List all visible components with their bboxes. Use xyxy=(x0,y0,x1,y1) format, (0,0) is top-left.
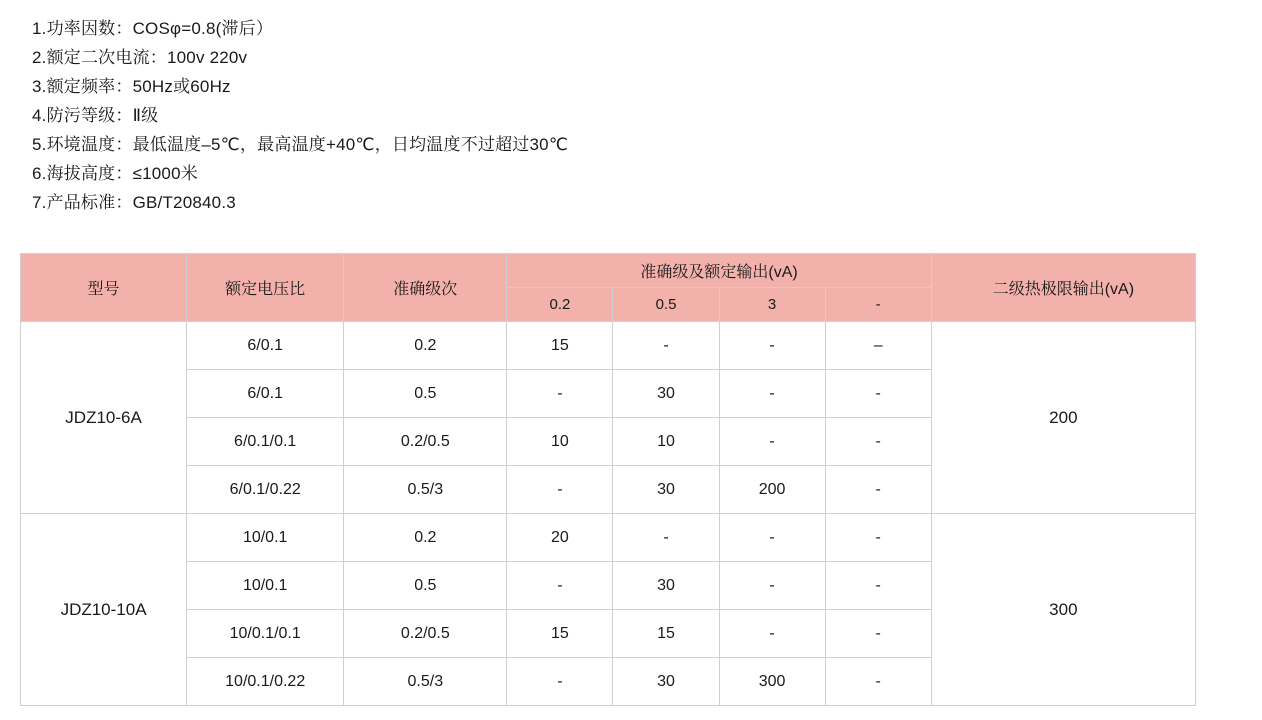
table-header-row-1 xyxy=(21,254,1196,288)
cell-model-jdz10-10a: JDZ10-10A xyxy=(21,514,187,706)
cell-output-3: - xyxy=(719,418,825,466)
cell-output-0-2: - xyxy=(507,658,613,706)
table-body xyxy=(21,322,1196,706)
cell-output-3: - xyxy=(719,322,825,370)
cell-output-0-5: - xyxy=(613,322,719,370)
cell-output-0-2: - xyxy=(507,562,613,610)
spec-item-5: 5.环境温度：最低温度–5℃，最高温度+40℃，日均温度不过超过30℃ xyxy=(32,135,569,154)
cell-ratio: 10/0.1 xyxy=(187,562,344,610)
header-accuracy-output-group: 准确级及额定输出(vA) xyxy=(507,254,931,288)
spec-item-2: 2.额定二次电流：100v 220v xyxy=(32,48,248,67)
cell-class: 0.5/3 xyxy=(344,466,507,514)
cell-class: 0.2 xyxy=(344,322,507,370)
cell-class: 0.2/0.5 xyxy=(344,418,507,466)
cell-output-0-5: - xyxy=(613,514,719,562)
cell-output-dash: - xyxy=(825,514,931,562)
header-model: 型号 xyxy=(21,254,187,322)
cell-class: 0.2 xyxy=(344,514,507,562)
cell-output-3: - xyxy=(719,610,825,658)
header-sub-3: 3 xyxy=(719,288,825,322)
cell-output-0-5: 30 xyxy=(613,466,719,514)
cell-output-3: - xyxy=(719,370,825,418)
cell-ratio: 10/0.1/0.22 xyxy=(187,658,344,706)
cell-model-jdz10-6a: JDZ10-6A xyxy=(21,322,187,514)
specification-table xyxy=(20,253,1196,706)
header-accuracy-class: 准确级次 xyxy=(344,254,507,322)
cell-thermal-limit-300: 300 xyxy=(931,514,1195,706)
cell-output-0-2: 15 xyxy=(507,322,613,370)
cell-output-0-2: - xyxy=(507,466,613,514)
cell-thermal-limit-200: 200 xyxy=(931,322,1195,514)
header-sub-0-2: 0.2 xyxy=(507,288,613,322)
cell-class: 0.5 xyxy=(344,562,507,610)
cell-ratio: 10/0.1 xyxy=(187,514,344,562)
cell-output-dash: - xyxy=(825,658,931,706)
cell-output-dash: – xyxy=(825,322,931,370)
spec-item-3: 3.额定频率：50Hz或60Hz xyxy=(32,77,231,96)
cell-output-0-2: 15 xyxy=(507,610,613,658)
header-rated-voltage-ratio: 额定电压比 xyxy=(187,254,344,322)
cell-ratio: 6/0.1 xyxy=(187,370,344,418)
spec-item-6: 6.海拔高度：≤1000米 xyxy=(32,164,198,183)
specification-list xyxy=(20,14,1242,217)
cell-ratio: 6/0.1/0.22 xyxy=(187,466,344,514)
table-row xyxy=(21,514,1196,562)
cell-class: 0.5 xyxy=(344,370,507,418)
header-secondary-thermal-limit-output: 二级热极限输出(vA) xyxy=(931,254,1195,322)
cell-output-3: 200 xyxy=(719,466,825,514)
cell-ratio: 6/0.1 xyxy=(187,322,344,370)
cell-output-dash: - xyxy=(825,418,931,466)
header-sub-dash: - xyxy=(825,288,931,322)
cell-output-3: - xyxy=(719,514,825,562)
cell-output-3: - xyxy=(719,562,825,610)
header-sub-0-5: 0.5 xyxy=(613,288,719,322)
cell-output-0-5: 30 xyxy=(613,658,719,706)
cell-output-dash: - xyxy=(825,370,931,418)
cell-output-dash: - xyxy=(825,562,931,610)
spec-item-1: 1.功率因数：COSφ=0.8(滞后） xyxy=(32,19,274,38)
cell-ratio: 6/0.1/0.1 xyxy=(187,418,344,466)
cell-output-0-5: 10 xyxy=(613,418,719,466)
cell-output-dash: - xyxy=(825,466,931,514)
cell-output-0-2: 10 xyxy=(507,418,613,466)
spec-item-7: 7.产品标准：GB/T20840.3 xyxy=(32,193,236,212)
cell-output-0-5: 30 xyxy=(613,370,719,418)
spec-table-wrapper xyxy=(20,253,1242,706)
cell-output-0-2: 20 xyxy=(507,514,613,562)
spec-item-4: 4.防污等级：Ⅱ级 xyxy=(32,106,159,125)
cell-ratio: 10/0.1/0.1 xyxy=(187,610,344,658)
cell-output-0-5: 15 xyxy=(613,610,719,658)
table-row xyxy=(21,322,1196,370)
cell-output-3: 300 xyxy=(719,658,825,706)
cell-output-dash: - xyxy=(825,610,931,658)
cell-output-0-5: 30 xyxy=(613,562,719,610)
cell-class: 0.5/3 xyxy=(344,658,507,706)
table-header xyxy=(21,254,1196,322)
cell-output-0-2: - xyxy=(507,370,613,418)
cell-class: 0.2/0.5 xyxy=(344,610,507,658)
